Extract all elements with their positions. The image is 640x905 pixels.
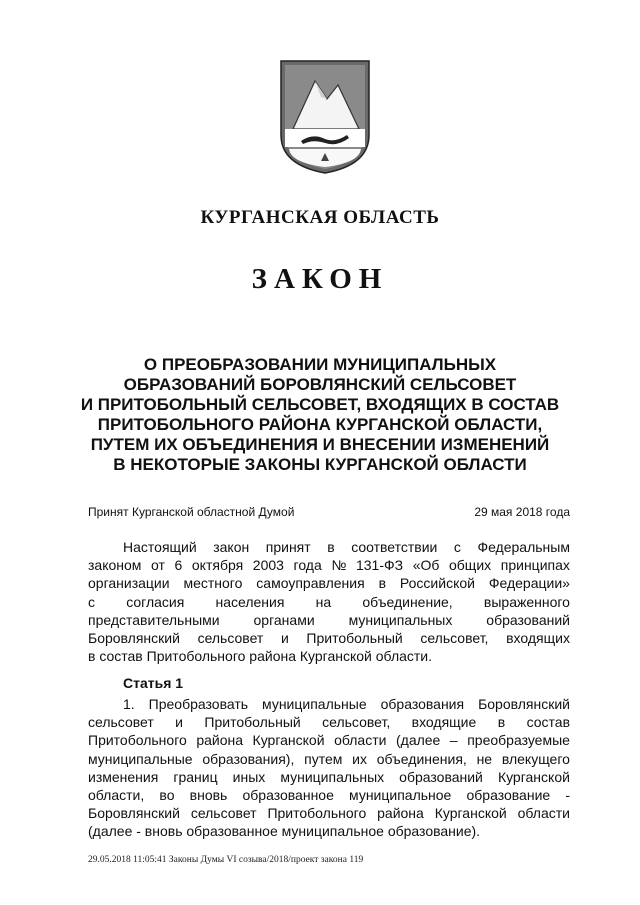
law-title-line: ПРИТОБОЛЬНОГО РАЙОНА КУРГАНСКОЙ ОБЛАСТИ, [97, 415, 543, 434]
paragraph-line: (далее - вновь образованное муниципальное образование). [88, 823, 481, 840]
paragraph-line: в состав Притобольного района Курганской области. [88, 648, 433, 665]
law-title-line: И ПРИТОБОЛЬНЫЙ СЕЛЬСОВЕТ, ВХОДЯЩИХ В СОСТАВ [80, 395, 560, 414]
paragraph-line: организации местного самоуправления в Российской Федерации» [88, 575, 570, 592]
paragraph-line: Притобольного района Курганской области (далее – преобразуемые [88, 732, 570, 749]
region-heading: КУРГАНСКАЯ ОБЛАСТЬ [200, 207, 440, 228]
coat-of-arms-icon [275, 57, 375, 177]
paragraph-line: Боровлянский сельсовет Притобольного района Курганской области [88, 805, 570, 822]
preamble-paragraph [88, 538, 570, 665]
paragraph-line: Боровлянский сельсовет и Притобольный сельсовет, входящих [88, 629, 570, 646]
adopted-date: 29 мая 2018 года [474, 505, 570, 519]
law-title-line: ОБРАЗОВАНИЙ БОРОВЛЯНСКИЙ СЕЛЬСОВЕТ [123, 375, 517, 394]
paragraph-line: с согласия населения на объединение, выраженного [88, 593, 570, 610]
paragraph-line: изменения границ иных муниципальных образований Курганской [88, 768, 570, 785]
document-type-heading: ЗАКОН [251, 263, 389, 295]
paragraph-line: муниципальные образования), путем их объединения, не влекущего [88, 750, 570, 767]
law-title-line: О ПРЕОБРАЗОВАНИИ МУНИЦИПАЛЬНЫХ [143, 355, 497, 374]
article-heading: Статья 1 [123, 675, 184, 691]
paragraph-line: 1. Преобразовать муниципальные образования Боровлянский [123, 696, 570, 712]
paragraph-line: Настоящий закон принят в соответствии с Федеральным [123, 539, 570, 555]
paragraph-line: представительными органами муниципальных образований [88, 611, 570, 628]
document-footer: 29.05.2018 11:05:41 Законы Думы VI созыва/2018/проект закона 119 [88, 855, 364, 865]
paragraph-line: законом от 6 октября 2003 года № 131-ФЗ «Об общих принципах [88, 557, 570, 574]
law-title-line: ПУТЕМ ИХ ОБЪЕДИНЕНИЯ И ВНЕСЕНИИ ИЗМЕНЕНИЙ [90, 435, 550, 454]
law-title-line: В НЕКОТОРЫЕ ЗАКОНЫ КУРГАНСКОЙ ОБЛАСТИ [113, 455, 527, 474]
adopted-by: Принят Курганской областной Думой [88, 505, 295, 519]
article-1-paragraph [88, 695, 570, 841]
adoption-info [88, 505, 570, 523]
paragraph-line: области, во вновь образованное муниципальное образование - [88, 786, 570, 803]
paragraph-line: сельсовет и Притобольный сельсовет, входящие в состав [88, 714, 570, 731]
law-title [60, 355, 580, 475]
